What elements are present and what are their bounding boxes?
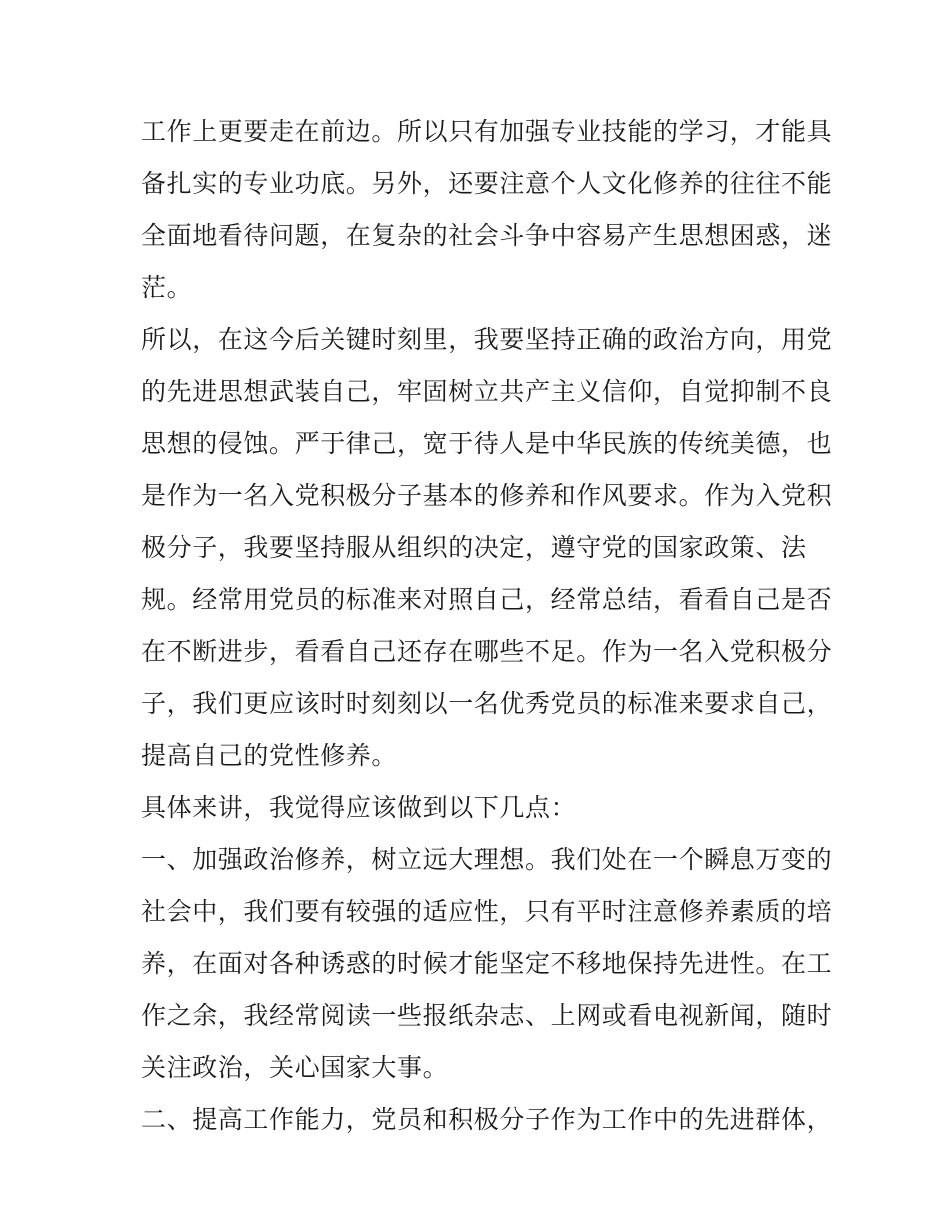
text-line: 在不断进步，看看自己还存在哪些不足。作为一名入党积极分 (141, 637, 833, 666)
text-line: 关注政治，关心国家大事。 (141, 1053, 449, 1082)
text-line: 极分子，我要坚持服从组织的决定，遵守党的国家政策、法 (141, 533, 807, 562)
text-line: 工作上更要走在前边。所以只有加强专业技能的学习，才能具 (141, 117, 833, 146)
text-line: 作之余，我经常阅读一些报纸杂志、上网或看电视新闻，随时 (141, 1001, 833, 1030)
text-line: 一、加强政治修养，树立远大理想。我们处在一个瞬息万变的 (141, 845, 833, 874)
text-line: 养，在面对各种诱惑的时候才能坚定不移地保持先进性。在工 (141, 949, 833, 978)
text-line: 具体来讲，我觉得应该做到以下几点： (141, 793, 577, 822)
text-line: 全面地看待问题，在复杂的社会斗争中容易产生思想困惑，迷 (141, 221, 833, 250)
text-line: 提高自己的党性修养。 (141, 741, 398, 770)
document-body (141, 106, 833, 1146)
text-line: 社会中，我们要有较强的适应性，只有平时注意修养素质的培 (141, 897, 833, 926)
text-line: 所以，在这今后关键时刻里，我要坚持正确的政治方向，用党 (141, 325, 833, 354)
text-line: 是作为一名入党积极分子基本的修养和作风要求。作为入党积 (141, 481, 833, 510)
text-line: 子，我们更应该时时刻刻以一名优秀党员的标准来要求自己， (141, 689, 833, 718)
text-line: 茫。 (141, 273, 193, 302)
text-line: 思想的侵蚀。严于律己，宽于待人是中华民族的传统美德，也 (141, 429, 833, 458)
text-line: 二、提高工作能力，党员和积极分子作为工作中的先进群体， (141, 1105, 833, 1134)
text-line: 的先进思想武装自己，牢固树立共产主义信仰，自觉抑制不良 (141, 377, 833, 406)
text-line: 规。经常用党员的标准来对照自己，经常总结，看看自己是否 (141, 585, 833, 614)
text-line: 备扎实的专业功底。另外，还要注意个人文化修养的往往不能 (141, 169, 833, 198)
